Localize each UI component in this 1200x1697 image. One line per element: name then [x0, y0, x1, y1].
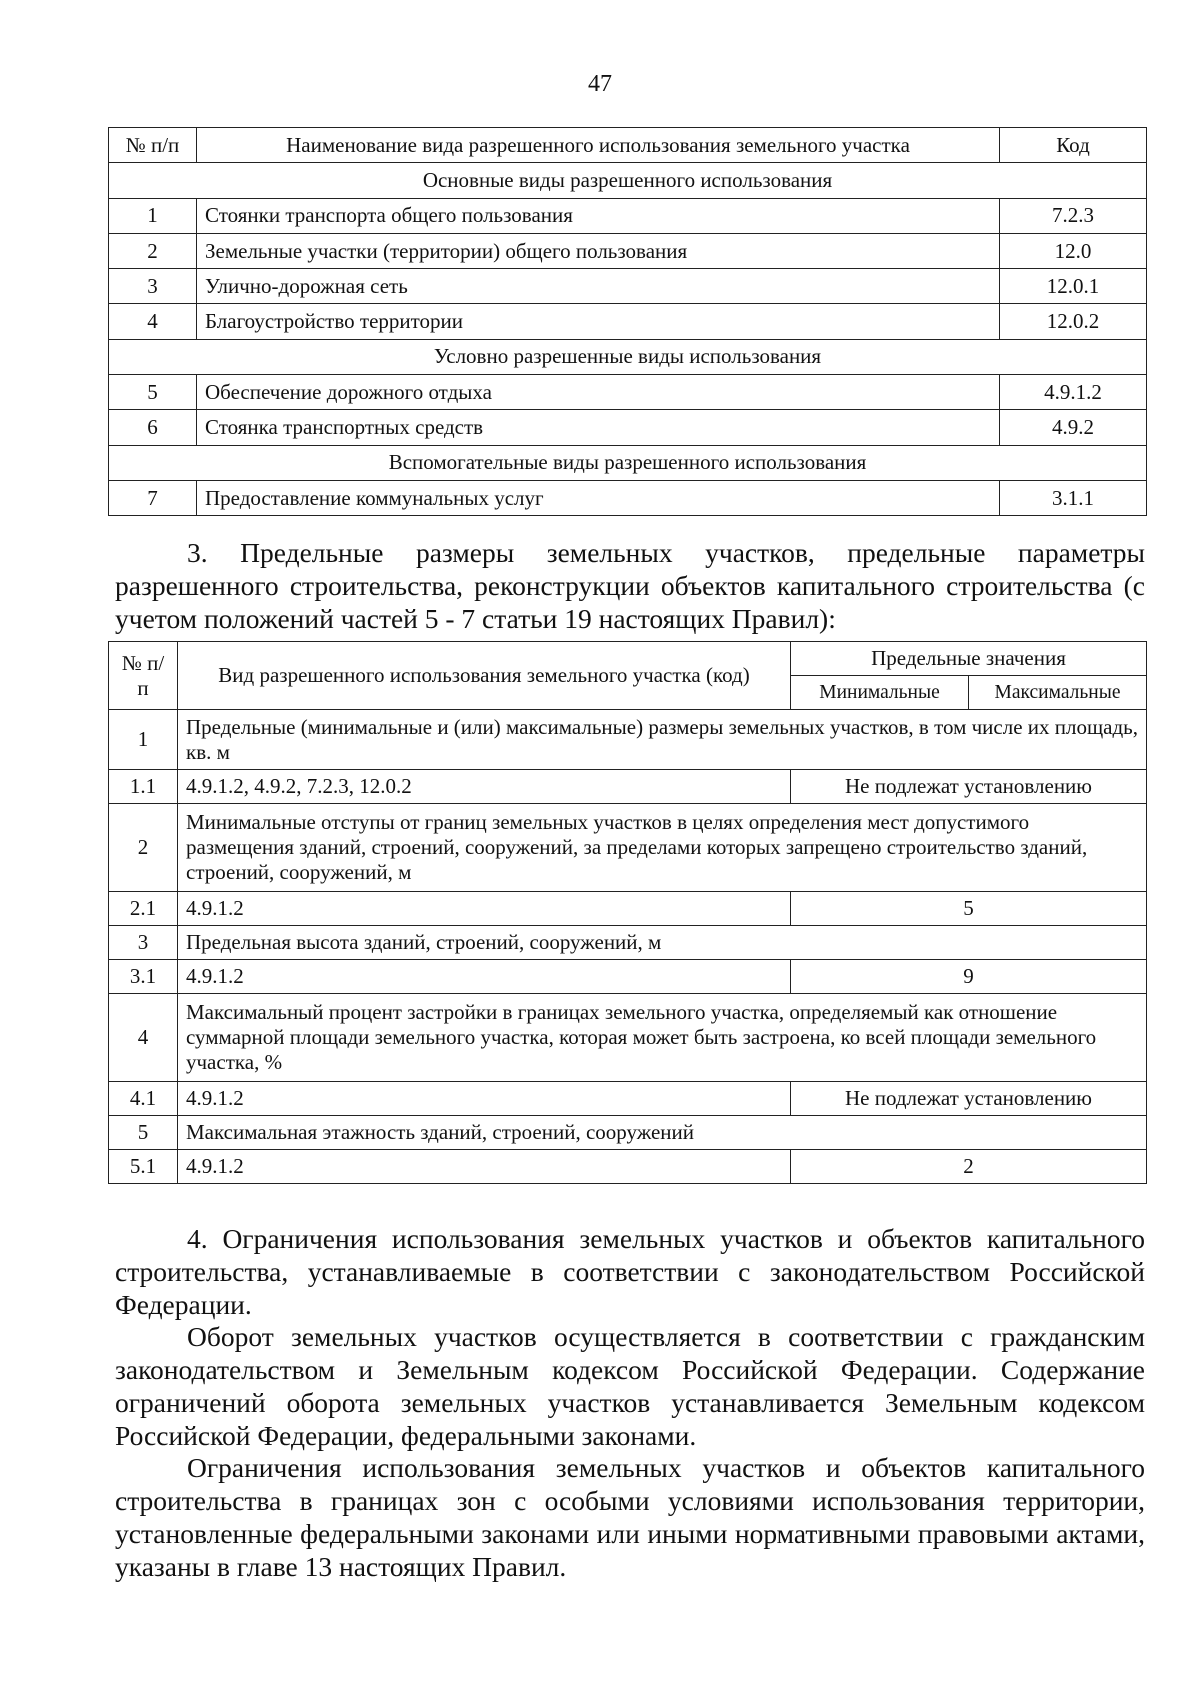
table-row [109, 892, 1147, 926]
section-4-paragraph: 4. Ограничения использования земельных участков и объектов капитального строительства, устанавливаемые в соответствии с законодательством Российской Федерации. [115, 1223, 1145, 1320]
row-num: 5.1 [109, 1150, 178, 1184]
page-number: 47 [588, 71, 612, 97]
row-num: 1 [109, 710, 178, 770]
row-name: Стоянка транспортных средств [197, 410, 1000, 445]
table-row [109, 926, 1147, 960]
table-row [109, 1082, 1147, 1116]
row-num: 3 [109, 269, 197, 304]
row-code: 4.9.1.2 [1000, 375, 1147, 410]
row-num: 5 [109, 1116, 178, 1150]
row-code: 4.9.1.2 [178, 960, 791, 994]
row-text: Предельные (минимальные и (или) максимальные) размеры земельных участков, в том числе их площадь, кв. м [178, 710, 1147, 770]
row-num: 3 [109, 926, 178, 960]
table-row [109, 994, 1147, 1082]
table-header-row [109, 642, 1147, 676]
row-num: 7 [109, 480, 197, 515]
table-row [109, 804, 1147, 892]
row-code: 12.0.1 [1000, 269, 1147, 304]
header-num: № п/п [109, 128, 197, 163]
section-title-row [109, 163, 1147, 198]
row-code: 12.0 [1000, 233, 1147, 268]
row-num: 4 [109, 994, 178, 1082]
section-title: Вспомогательные виды разрешенного использования [109, 445, 1147, 480]
table-row [109, 233, 1147, 268]
row-value: Не подлежат установлению [791, 770, 1147, 804]
table-header-row [109, 128, 1147, 163]
row-num: 4.1 [109, 1082, 178, 1116]
row-text: Минимальные отступы от границ земельных участков в целях определения мест допустимого размещения зданий, строений, сооружений, за пределами которых запрещено строительство зданий, строений, сооружений, м [178, 804, 1147, 892]
row-num: 1 [109, 198, 197, 233]
row-code: 7.2.3 [1000, 198, 1147, 233]
row-num: 2 [109, 233, 197, 268]
section-3-paragraph: 3. Предельные размеры земельных участков, предельные параметры разрешенного строительства, реконструкции объектов капитального строительства (с учетом положений частей 5 - 7 статьи 19 настоящих Правил): [115, 537, 1145, 634]
table-row [109, 1116, 1147, 1150]
row-num: 2 [109, 804, 178, 892]
header-max: Максимальные [969, 676, 1147, 710]
header-min: Минимальные [791, 676, 969, 710]
table-row [109, 269, 1147, 304]
table-row [109, 960, 1147, 994]
row-num: 6 [109, 410, 197, 445]
section-title: Основные виды разрешенного использования [109, 163, 1147, 198]
restrictions-paragraph: Ограничения использования земельных участков и объектов капитального строительства в границах зон с особыми условиями использования территории, установленные федеральными законами или иными нормативными правовыми актами, указаны в главе 13 настоящих Правил. [115, 1452, 1145, 1582]
row-name: Предоставление коммунальных услуг [197, 480, 1000, 515]
row-text: Предельная высота зданий, строений, сооружений, м [178, 926, 1147, 960]
row-name: Улично-дорожная сеть [197, 269, 1000, 304]
land-use-types-table [108, 127, 1147, 516]
row-code: 4.9.1.2 [178, 1082, 791, 1116]
table-row [109, 480, 1147, 515]
row-name: Обеспечение дорожного отдыха [197, 375, 1000, 410]
turnover-paragraph: Оборот земельных участков осуществляется в соответствии с гражданским законодательством и Земельным кодексом Российской Федерации. Содержание ограничений оборота земельных участков устанавливается Земельным кодексом Российской Федерации, федеральными законами. [115, 1321, 1145, 1451]
row-value: 5 [791, 892, 1147, 926]
row-value: 2 [791, 1150, 1147, 1184]
row-name: Благоустройство территории [197, 304, 1000, 339]
row-code: 4.9.2 [1000, 410, 1147, 445]
section-title: Условно разрешенные виды использования [109, 339, 1147, 374]
row-text: Максимальная этажность зданий, строений, сооружений [178, 1116, 1147, 1150]
header-kind: Вид разрешенного использования земельного участка (код) [178, 642, 791, 710]
row-value: Не подлежат установлению [791, 1082, 1147, 1116]
table-row [109, 710, 1147, 770]
row-text: Максимальный процент застройки в границах земельного участка, определяемый как отношение суммарной площади земельного участка, которая может быть застроена, ко всей площади земельного участка, % [178, 994, 1147, 1082]
table-row [109, 198, 1147, 233]
section-title-row [109, 445, 1147, 480]
row-code: 4.9.1.2 [178, 1150, 791, 1184]
table-row [109, 410, 1147, 445]
header-code: Код [1000, 128, 1147, 163]
header-limits: Предельные значения [791, 642, 1147, 676]
section-title-row [109, 339, 1147, 374]
row-name: Стоянки транспорта общего пользования [197, 198, 1000, 233]
row-num: 5 [109, 375, 197, 410]
row-value: 9 [791, 960, 1147, 994]
row-num: 1.1 [109, 770, 178, 804]
limit-parameters-table [108, 641, 1147, 1184]
header-num: № п/п [109, 642, 178, 710]
row-code: 4.9.1.2 [178, 892, 791, 926]
table-row [109, 770, 1147, 804]
row-num: 3.1 [109, 960, 178, 994]
row-num: 4 [109, 304, 197, 339]
row-name: Земельные участки (территории) общего пользования [197, 233, 1000, 268]
table-row [109, 375, 1147, 410]
row-code: 4.9.1.2, 4.9.2, 7.2.3, 12.0.2 [178, 770, 791, 804]
table-row [109, 304, 1147, 339]
row-code: 3.1.1 [1000, 480, 1147, 515]
header-name: Наименование вида разрешенного использования земельного участка [197, 128, 1000, 163]
table-row [109, 1150, 1147, 1184]
row-code: 12.0.2 [1000, 304, 1147, 339]
row-num: 2.1 [109, 892, 178, 926]
